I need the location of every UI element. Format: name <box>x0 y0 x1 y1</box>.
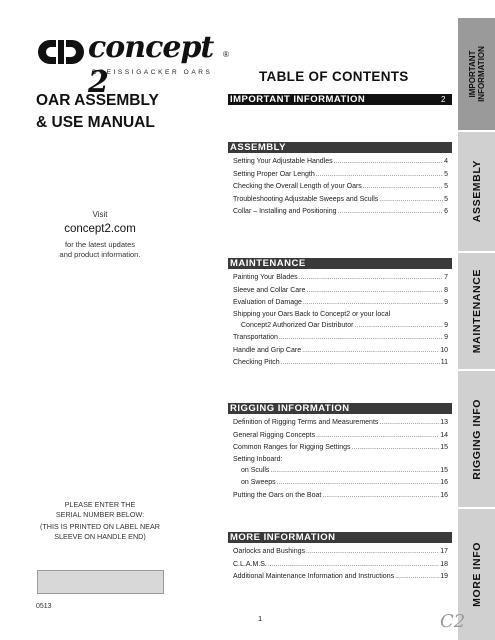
serial-line2: SERIAL NUMBER BELOW: <box>55 509 145 519</box>
entry-page: 17 <box>440 548 448 555</box>
entry-page: 9 <box>444 299 448 306</box>
section-header <box>228 258 452 269</box>
entry-title: Transportation <box>233 334 278 341</box>
dot-leader <box>379 417 439 430</box>
toc-entry[interactable] <box>228 206 452 219</box>
tab-label: RIGGING INFO <box>470 398 483 480</box>
entry-page: 7 <box>444 274 448 281</box>
dot-leader <box>279 332 443 345</box>
toc-entry[interactable] <box>228 320 452 333</box>
entry-page: 19 <box>440 573 448 580</box>
tab-label: ASSEMBLY <box>470 160 483 223</box>
section-label: MAINTENANCE <box>230 258 306 269</box>
entry-page: 13 <box>440 419 448 426</box>
registered-mark: ® <box>223 50 229 59</box>
toc-entry[interactable] <box>228 442 452 455</box>
tab-maintenance[interactable] <box>458 253 495 369</box>
toc-entry[interactable] <box>228 194 452 207</box>
dot-leader <box>277 477 440 490</box>
serial-line1: PLEASE ENTER THE <box>64 500 136 509</box>
section-page: 2 <box>441 95 446 104</box>
entry-title: Definition of Rigging Terms and Measurements <box>233 419 379 426</box>
dot-leader <box>303 297 443 310</box>
tab-label: MORE INFO <box>470 542 483 607</box>
toc-entry[interactable] <box>228 297 452 310</box>
tab-rigging-info[interactable] <box>458 371 495 507</box>
website-link[interactable]: concept2.com <box>64 223 136 235</box>
concept2-logo-mark-icon <box>36 38 86 66</box>
toc-section-important <box>228 94 452 105</box>
toc-entry[interactable] <box>228 546 452 559</box>
dot-leader <box>352 442 440 455</box>
serial-line3: (THIS IS PRINTED ON LABEL NEAR <box>40 522 160 531</box>
entry-page: 14 <box>440 431 448 439</box>
section-label: MORE INFORMATION <box>230 532 336 543</box>
serial-line4: SLEEVE ON HANDLE END) <box>54 531 146 541</box>
dot-leader <box>338 206 444 219</box>
visit-note-line1: for the latest updates <box>64 240 136 249</box>
toc-entry[interactable] <box>228 181 452 194</box>
toc-entry[interactable] <box>228 430 452 443</box>
section-label: RIGGING INFORMATION <box>230 403 350 414</box>
dot-leader <box>281 357 440 370</box>
entry-page: 5 <box>444 195 448 203</box>
toc-entry[interactable] <box>228 571 452 584</box>
entry-title: on Sweeps <box>241 479 276 486</box>
dot-leader <box>334 156 443 169</box>
toc-entry[interactable] <box>228 465 452 478</box>
manual-title-line2: & USE MANUAL <box>36 114 155 131</box>
toc-link-important[interactable] <box>228 94 452 105</box>
toc-entry[interactable] <box>228 310 452 320</box>
entry-title: Handle and Grip Care <box>233 346 302 354</box>
entry-title: Additional Maintenance Information and Instructions <box>233 573 395 580</box>
entry-title: Evaluation of Damage <box>233 299 302 306</box>
entry-title: Setting Your Adjustable Handles <box>233 158 333 165</box>
entry-title: Checking Pitch <box>233 359 280 366</box>
section-label: ASSEMBLY <box>230 142 286 153</box>
toc-entry[interactable] <box>228 272 452 285</box>
entry-title: Common Ranges for Rigging Settings <box>233 444 351 451</box>
toc-entry[interactable] <box>228 332 452 345</box>
entry-title: Concept2 Authorized Oar Distributor <box>241 321 354 329</box>
dot-leader <box>302 345 439 358</box>
entry-page: 4 <box>444 158 448 165</box>
entry-title: Setting Proper Oar Length <box>233 170 315 178</box>
section-header <box>228 532 452 543</box>
toc-section-assembly <box>228 142 452 219</box>
dot-leader <box>306 546 439 559</box>
toc-section-rigging <box>228 403 452 502</box>
document-code: 0513 <box>36 603 52 610</box>
entry-title: Setting Inboard: <box>233 455 283 463</box>
entry-page: 18 <box>440 560 448 568</box>
tab-important-information[interactable] <box>458 18 495 130</box>
tab-label-line2: INFORMATION <box>476 46 486 102</box>
toc-section-more <box>228 532 452 584</box>
entry-title: Painting Your Blades <box>233 274 298 281</box>
toc-entry[interactable] <box>228 455 452 465</box>
c2-logo-icon: C2 <box>440 611 466 632</box>
serial-number-field[interactable] <box>37 570 164 594</box>
toc-entry[interactable] <box>228 417 452 430</box>
entry-title: Sleeve and Collar Care <box>233 286 306 294</box>
toc-entry[interactable] <box>228 559 452 572</box>
dot-leader <box>316 169 443 182</box>
toc-title: TABLE OF CONTENTS <box>259 69 409 84</box>
toc-entry[interactable] <box>228 285 452 298</box>
entry-page: 15 <box>440 466 448 474</box>
dot-leader <box>316 430 439 443</box>
brand-name: concept 2 <box>88 30 214 100</box>
entry-page: 6 <box>444 208 448 215</box>
page-number: 1 <box>258 614 263 623</box>
toc-entry[interactable] <box>228 156 452 169</box>
entry-page: 15 <box>440 444 448 451</box>
entry-title: C.L.A.M.S. <box>233 560 267 568</box>
manual-title-line1: OAR ASSEMBLY <box>36 92 159 109</box>
entry-title: Shipping your Oars Back to Concept2 or your local <box>233 310 391 318</box>
toc-entry[interactable] <box>228 477 452 490</box>
entry-page: 16 <box>440 479 448 486</box>
section-label: IMPORTANT INFORMATION <box>230 94 366 105</box>
brand-subtitle: DREISSIGACKER OARS <box>92 69 213 76</box>
entry-title: Putting the Oars on the Boat <box>233 491 322 499</box>
entry-title: Troubleshooting Adjustable Sweeps and Sculls <box>233 195 379 203</box>
manual-title <box>36 90 159 134</box>
serial-instructions <box>18 500 182 541</box>
toc-entry[interactable] <box>228 490 452 503</box>
entry-title: on Sculls <box>241 466 270 474</box>
section-header <box>228 142 452 153</box>
entry-page: 11 <box>440 359 448 366</box>
visit-note <box>20 240 180 260</box>
entry-title: Collar – Installing and Positioning <box>233 208 337 215</box>
concept2-logo <box>36 30 229 100</box>
toc-entry[interactable] <box>228 169 452 182</box>
entry-title: General Rigging Concepts <box>233 431 316 439</box>
toc-entry[interactable] <box>228 357 452 370</box>
tab-label <box>468 46 486 102</box>
toc-section-maintenance <box>228 258 452 370</box>
visit-label: Visit <box>92 210 108 219</box>
entry-title: Oarlocks and Bushings <box>233 548 305 555</box>
entry-page: 5 <box>444 183 448 190</box>
dot-leader <box>299 272 443 285</box>
dot-leader <box>379 194 443 207</box>
entry-title: Checking the Overall Length of your Oars <box>233 183 362 190</box>
dot-leader <box>306 285 443 298</box>
entry-page: 5 <box>444 170 448 178</box>
dot-leader <box>270 465 439 478</box>
tab-label-line1: IMPORTANT <box>467 50 477 98</box>
entry-page: 9 <box>444 321 448 329</box>
visit-note-line2: and product information. <box>59 250 141 259</box>
tab-assembly[interactable] <box>458 132 495 251</box>
entry-page: 9 <box>444 334 448 341</box>
entry-page: 16 <box>440 491 448 499</box>
dot-leader <box>268 559 439 572</box>
entry-page: 10 <box>440 346 448 354</box>
dot-leader <box>395 571 439 584</box>
dot-leader <box>354 320 443 333</box>
dot-leader <box>322 490 439 503</box>
tab-label: MAINTENANCE <box>470 268 483 354</box>
toc-entry[interactable] <box>228 345 452 358</box>
section-header <box>228 403 452 414</box>
dot-leader <box>363 181 443 194</box>
entry-page: 8 <box>444 286 448 294</box>
